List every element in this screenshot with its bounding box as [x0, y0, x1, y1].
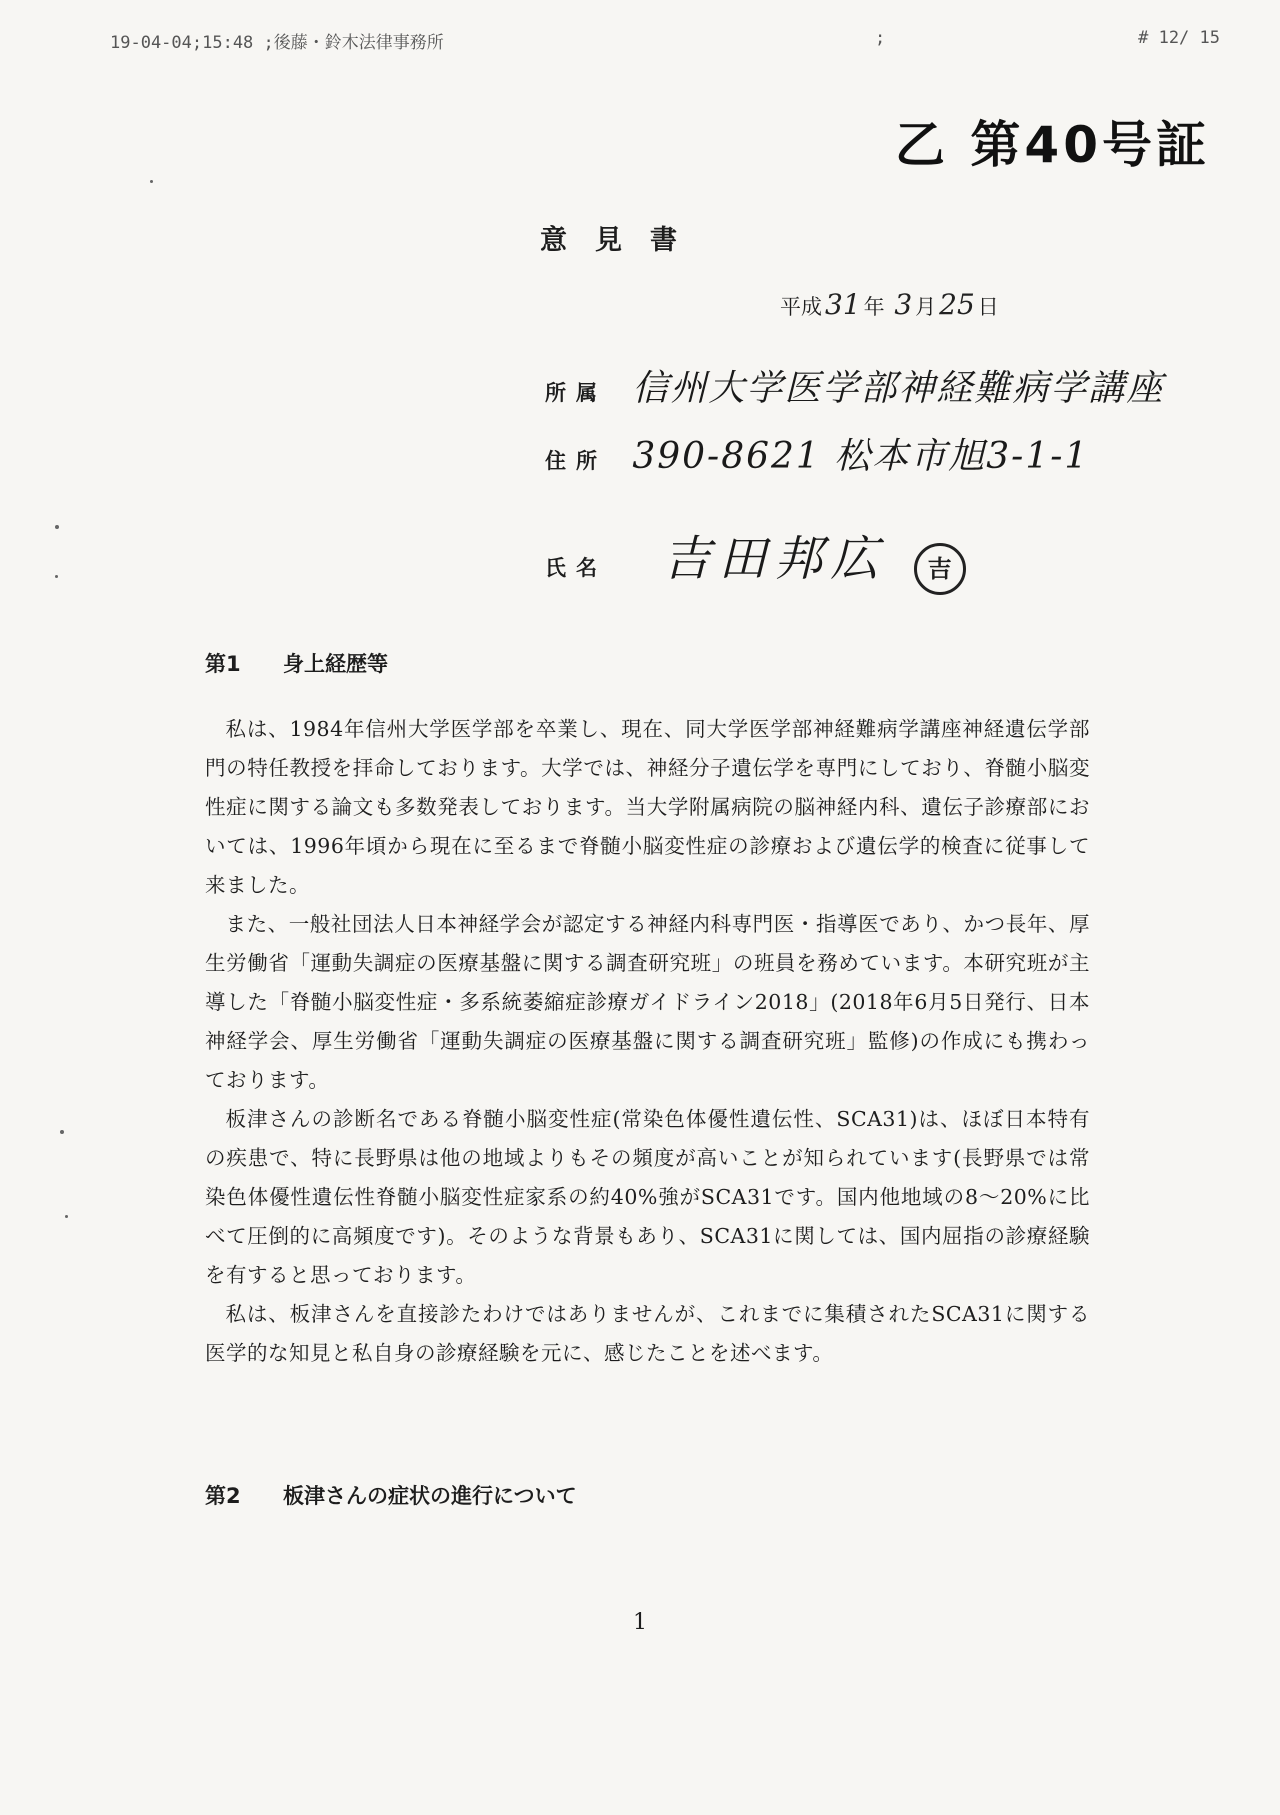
- section-title: 身上経歴等: [283, 652, 388, 676]
- date-month-unit: 月: [915, 295, 937, 319]
- section-number: 第1: [205, 652, 241, 676]
- affiliation-value: 信州大学医学部神経難病学講座: [632, 368, 1165, 409]
- document-title: 意見書: [540, 225, 705, 256]
- name-field: [545, 520, 966, 595]
- page-number: 1: [633, 1610, 647, 1635]
- exhibit-label: 乙 第40号証: [895, 116, 1210, 174]
- address-label: 住所: [545, 449, 607, 473]
- section-heading-2: [205, 1480, 577, 1510]
- date-day: 25: [939, 288, 975, 321]
- date-month: 3: [894, 288, 913, 321]
- fax-page: # 12/ 15: [1138, 28, 1220, 48]
- section-1-body: [205, 710, 1090, 1373]
- name-label: 氏名: [545, 556, 607, 580]
- scan-speck: [60, 1130, 64, 1134]
- section-heading-1: [205, 648, 388, 678]
- date-line: [780, 288, 999, 321]
- fax-sender: ;後藤・鈴木法律事務所: [263, 33, 444, 53]
- scan-speck: [150, 180, 153, 183]
- address-value: 390-8621 松本市旭3-1-1: [632, 436, 1090, 477]
- affiliation-label: 所属: [545, 381, 607, 405]
- paragraph: 私は、板津さんを直接診たわけではありませんが、これまでに集積されたSCA31に関する医学的な知見と私自身の診療経験を元に、感じたことを述べます。: [205, 1302, 1090, 1365]
- address-field: [545, 428, 1089, 479]
- scan-speck: [65, 1215, 68, 1218]
- paragraph: また、一般社団法人日本神経学会が認定する神経内科専門医・指導医であり、かつ長年、厚生労働省「運動失調症の医療基盤に関する調査研究班」の班員を務めています。本研究班が主導した「脊髄小脳変性症・多系統萎縮症診療ガイドライン2018」(2018年6月5日発行、日本神経学会、厚生労働省「運動失調症の医療基盤に関する調査研究班」監修)の作成にも携わっております。: [205, 912, 1090, 1092]
- scan-speck: [55, 525, 59, 529]
- date-era: 平成: [780, 295, 822, 319]
- fax-timestamp: 19-04-04;15:48: [110, 33, 254, 53]
- paragraph: 私は、1984年信州大学医学部を卒業し、現在、同大学医学部神経難病学講座神経遺伝学部門の特任教授を拝命しております。大学では、神経分子遺伝学を専門にしており、脊髄小脳変性症に関する論文も多数発表しております。当大学附属病院の脳神経内科、遺伝子診療部においては、1996年頃から現在に至るまで脊髄小脳変性症の診療および遺伝学的検査に従事して来ました。: [205, 717, 1090, 897]
- fax-header-left: [110, 28, 444, 53]
- section-number: 第2: [205, 1484, 241, 1508]
- date-year: 31: [825, 288, 861, 321]
- scan-speck: [55, 575, 58, 578]
- section-title: 板津さんの症状の進行について: [283, 1484, 577, 1508]
- paragraph: 板津さんの診断名である脊髄小脳変性症(常染色体優性遺伝性、SCA31)は、ほぼ日本特有の疾患で、特に長野県は他の地域よりもその頻度が高いことが知られています(長野県では常染色体優性遺伝性脊髄小脳変性症家系の約40%強がSCA31です。国内他地域の8〜20%に比べて圧倒的に高頻度です)。そのような背景もあり、SCA31に関しては、国内屈指の診療経験を有すると思っております。: [205, 1107, 1090, 1287]
- seal-stamp: 吉: [914, 543, 966, 595]
- date-day-unit: 日: [977, 295, 999, 319]
- fax-header: [110, 28, 1220, 52]
- name-signature: 吉田邦広: [662, 531, 887, 587]
- date-year-unit: 年: [863, 295, 885, 319]
- affiliation-field: [545, 360, 1164, 411]
- fax-separator: ;: [875, 28, 886, 48]
